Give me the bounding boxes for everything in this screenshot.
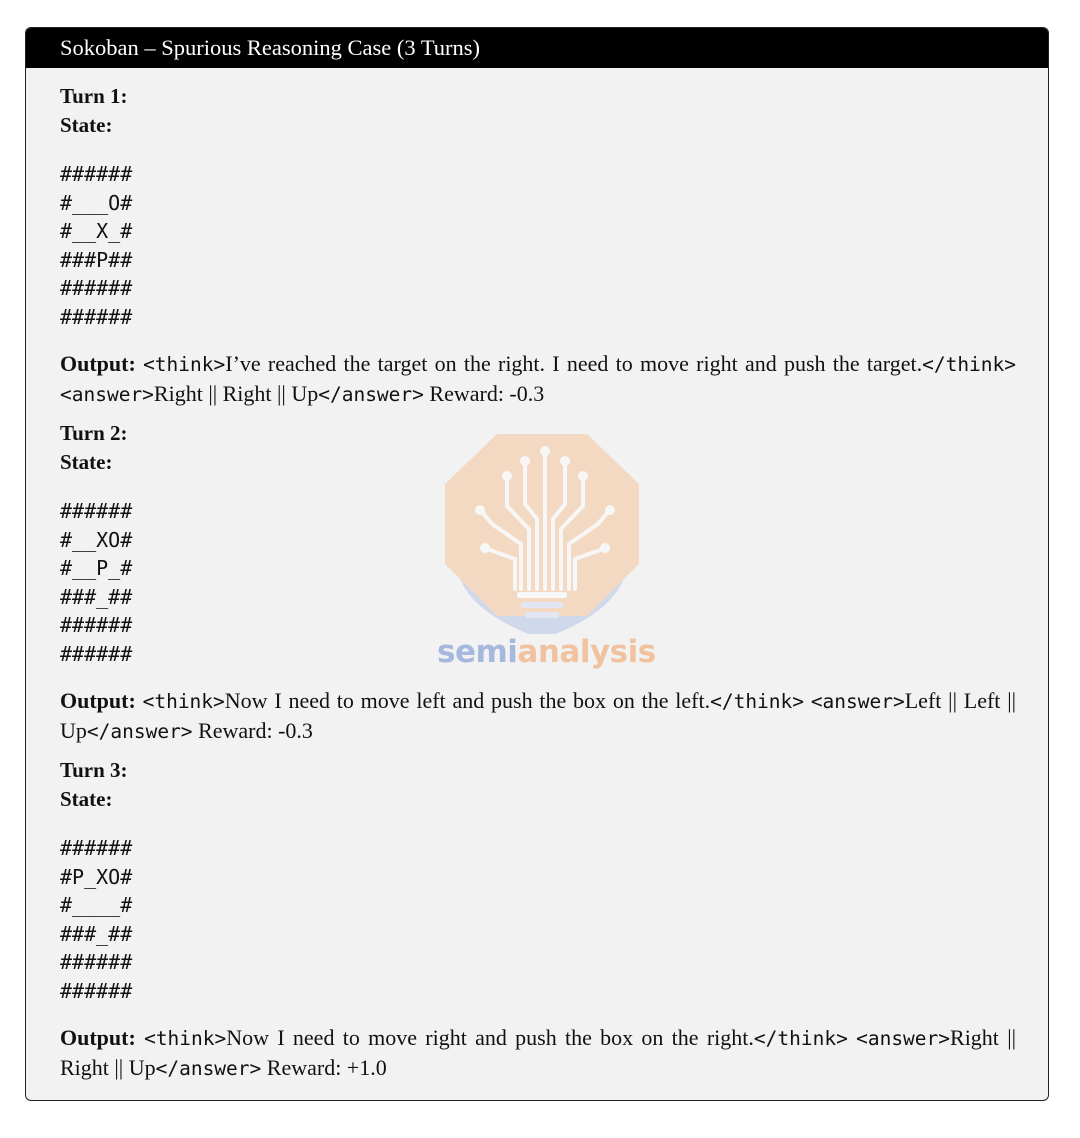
grid-row: ###### xyxy=(60,950,133,974)
sokoban-case-box xyxy=(25,27,1049,1101)
grid-row: ###### xyxy=(60,641,133,666)
grid-row: ###### xyxy=(60,978,133,1003)
think-text: Now I need to move left and push the box on the left. xyxy=(224,688,711,713)
state-label: State: xyxy=(60,787,113,811)
turn-label: Turn 2: xyxy=(60,421,128,445)
reward-text: Reward: +1.0 xyxy=(266,1055,387,1080)
grid-row: #__P_# xyxy=(60,556,133,580)
grid-row: #__X_# xyxy=(60,219,133,243)
reward-text: Reward: -0.3 xyxy=(198,718,313,743)
state-grid xyxy=(60,497,1016,668)
grid-row: ###### xyxy=(60,276,133,300)
answer-close-tag: </answer> xyxy=(155,1057,262,1080)
output-paragraph xyxy=(60,1023,1016,1083)
think-close-tag: </think> xyxy=(922,353,1017,376)
reward-text: Reward: -0.3 xyxy=(429,381,545,406)
turn-2 xyxy=(60,419,1016,746)
grid-row: ###### xyxy=(60,613,133,637)
grid-row: ###### xyxy=(60,162,133,186)
answer-text: Left || Left || Up xyxy=(60,688,1017,743)
answer-open-tag: <answer> xyxy=(60,383,154,406)
think-open-tag: <think> xyxy=(142,690,225,713)
turn-label: Turn 3: xyxy=(60,758,128,782)
watermark-text-analysis: analysis xyxy=(517,634,656,670)
answer-close-tag: </answer> xyxy=(318,383,424,406)
watermark-text-semi: semi xyxy=(437,634,518,670)
grid-row: #P_XO# xyxy=(60,864,133,889)
grid-row: ###_## xyxy=(60,921,133,946)
turn-1 xyxy=(60,82,1016,409)
grid-row: ###### xyxy=(60,836,133,860)
grid-row: ###### xyxy=(60,499,133,523)
output-paragraph xyxy=(60,686,1016,746)
think-close-tag: </think> xyxy=(710,690,805,713)
box-title: Sokoban – Spurious Reasoning Case (3 Turns) xyxy=(26,28,1048,68)
grid-row: #____# xyxy=(60,893,133,917)
output-label: Output: xyxy=(60,1025,136,1050)
think-text: Now I need to move right and push the box on the right. xyxy=(226,1025,754,1050)
think-open-tag: <think> xyxy=(144,1027,227,1050)
state-label: State: xyxy=(60,450,113,474)
state-grid xyxy=(60,834,1016,1005)
answer-close-tag: </answer> xyxy=(86,720,193,743)
state-label: State: xyxy=(60,113,113,137)
answer-open-tag: <answer> xyxy=(856,1027,951,1050)
answer-open-tag: <answer> xyxy=(810,690,905,713)
answer-text: Right || Right || Up xyxy=(153,381,319,406)
think-open-tag: <think> xyxy=(143,353,226,376)
output-paragraph xyxy=(60,349,1016,409)
think-text: I’ve reached the target on the right. I need to move right and push the target. xyxy=(225,351,923,376)
turn-3 xyxy=(60,756,1016,1083)
grid-row: ###_## xyxy=(60,584,133,609)
output-label: Output: xyxy=(60,688,136,713)
turn-label: Turn 1: xyxy=(60,84,128,108)
box-body xyxy=(26,68,1048,1083)
state-grid xyxy=(60,160,1016,331)
answer-text: Right || Right || Up xyxy=(60,1025,1016,1080)
grid-row: ###### xyxy=(60,304,133,329)
output-label: Output: xyxy=(60,351,136,376)
grid-row: #___O# xyxy=(60,190,133,215)
think-close-tag: </think> xyxy=(753,1027,848,1050)
grid-row: #__XO# xyxy=(60,527,133,552)
grid-row: ###P## xyxy=(60,247,133,272)
